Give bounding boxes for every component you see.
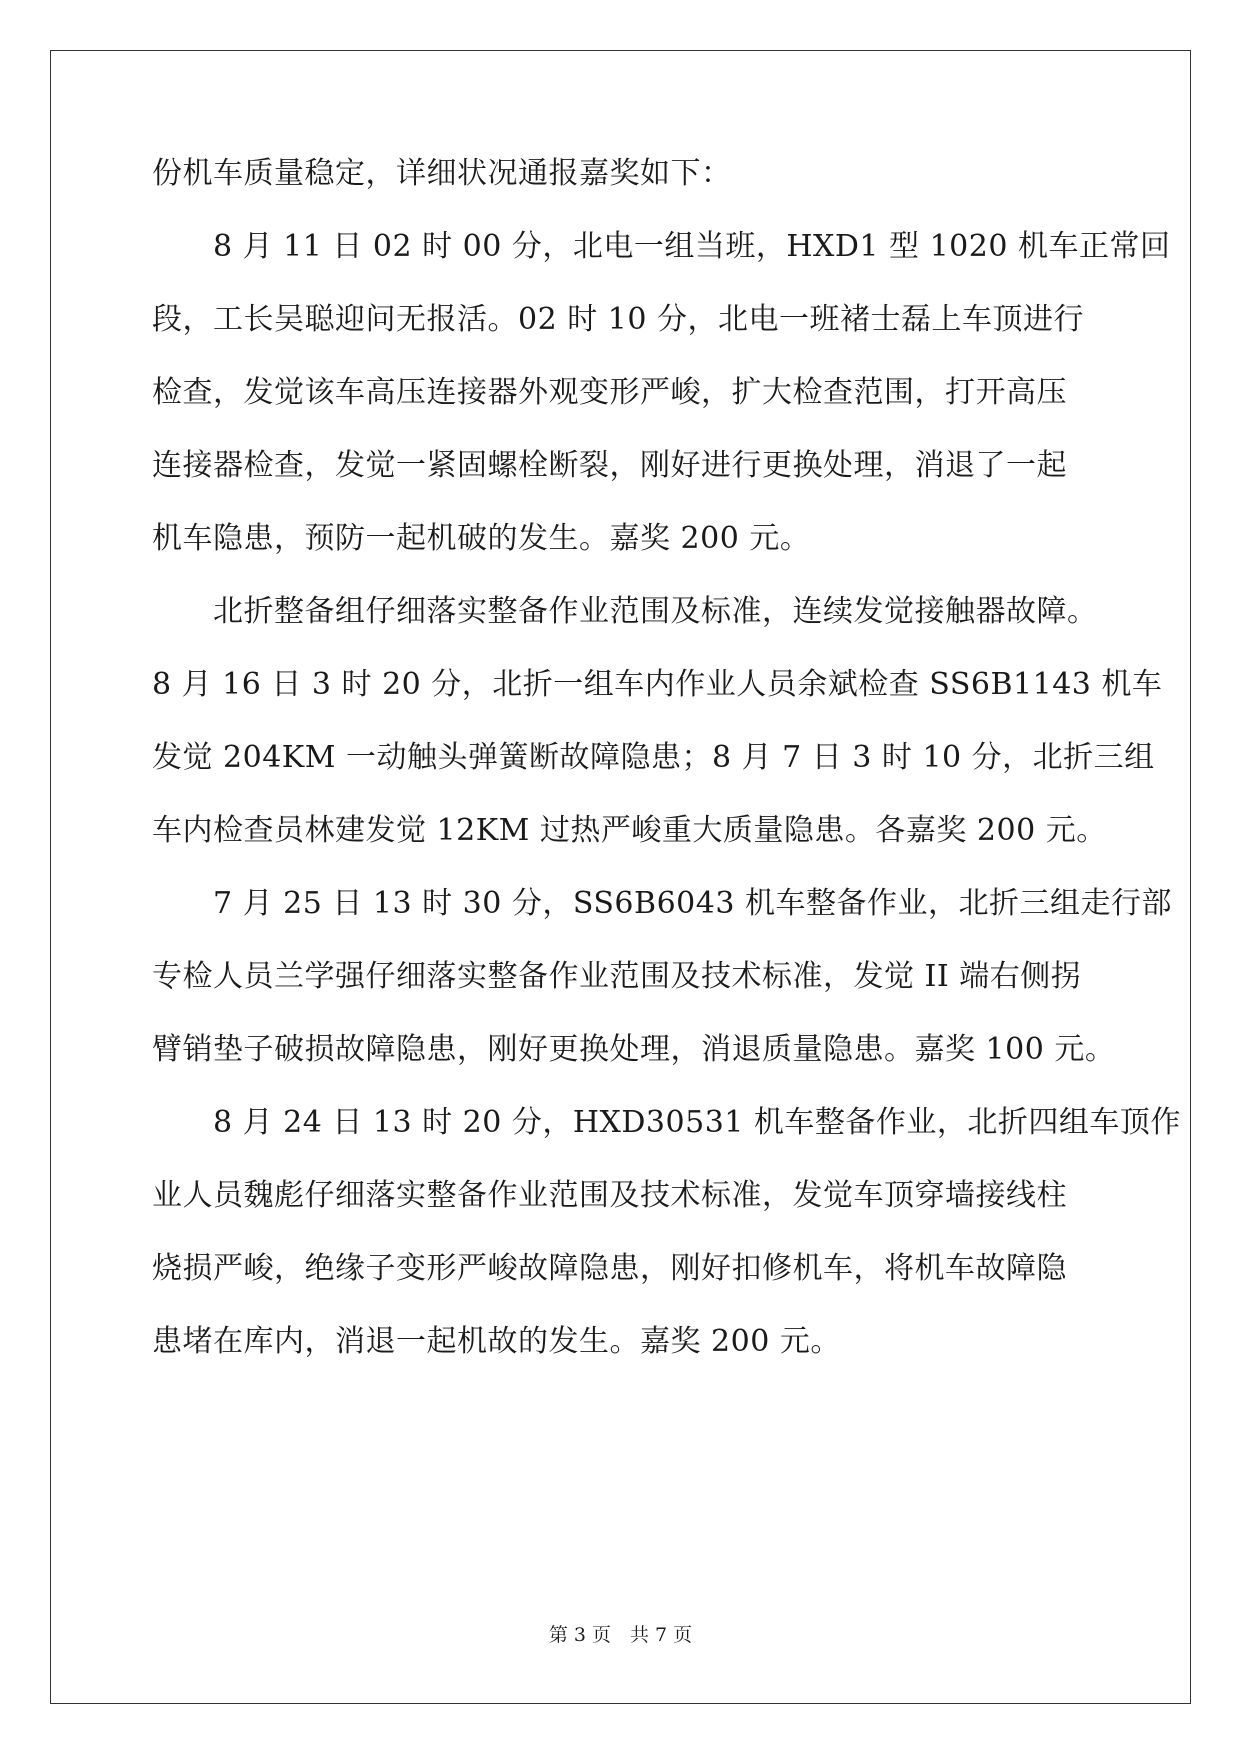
text-line: 业人员魏彪仔细落实整备作业范围及技术标准，发觉车顶穿墙接线柱 <box>152 1178 1067 1213</box>
text-line: 车内检查员林建发觉 12KM 过热严峻重大质量隐患。各嘉奖 200 元。 <box>152 813 1107 848</box>
text-line: 检查，发觉该车高压连接器外观变形严峻，扩大检查范围，打开高压 <box>152 375 1067 410</box>
text-line: 发觉 204KM 一动触头弹簧断故障隐患；8 月 7 日 3 时 10 分，北折三组 <box>152 740 1155 775</box>
text-line: 连接器检查，发觉一紧固螺栓断裂，刚好进行更换处理，消退了一起 <box>152 448 1067 483</box>
page-border <box>50 50 1191 1704</box>
text-line: 8 月 16 日 3 时 20 分，北折一组车内作业人员余斌检查 SS6B1143 机车 <box>152 667 1163 702</box>
text-line: 8 月 24 日 13 时 20 分，HXD30531 机车整备作业，北折四组车顶作 <box>152 1105 1181 1140</box>
text-line: 份机车质量稳定，详细状况通报嘉奖如下： <box>152 156 732 191</box>
text-line: 北折整备组仔细落实整备作业范围及标准，连续发觉接触器故障。 <box>152 594 1098 629</box>
text-line: 8 月 11 日 02 时 00 分，北电一组当班，HXD1 型 1020 机车正常回 <box>152 229 1171 264</box>
text-line: 机车隐患，预防一起机破的发生。嘉奖 200 元。 <box>152 521 811 556</box>
text-line: 烧损严峻，绝缘子变形严峻故障隐患，刚好扣修机车，将机车故障隐 <box>152 1251 1067 1286</box>
text-line: 患堵在库内，消退一起机故的发生。嘉奖 200 元。 <box>152 1324 841 1359</box>
text-line: 段，工长吴聪迎问无报活。02 时 10 分，北电一班褚士磊上车顶进行 <box>152 302 1084 337</box>
page-number: 第 3 页 共 7 页 <box>548 1624 693 1646</box>
text-line: 专检人员兰学强仔细落实整备作业范围及技术标准，发觉 II 端右侧拐 <box>152 959 1082 994</box>
text-line: 臂销垫子破损故障隐患，刚好更换处理，消退质量隐患。嘉奖 100 元。 <box>152 1032 1116 1067</box>
text-line: 7 月 25 日 13 时 30 分，SS6B6043 机车整备作业，北折三组走行部 <box>152 886 1172 921</box>
